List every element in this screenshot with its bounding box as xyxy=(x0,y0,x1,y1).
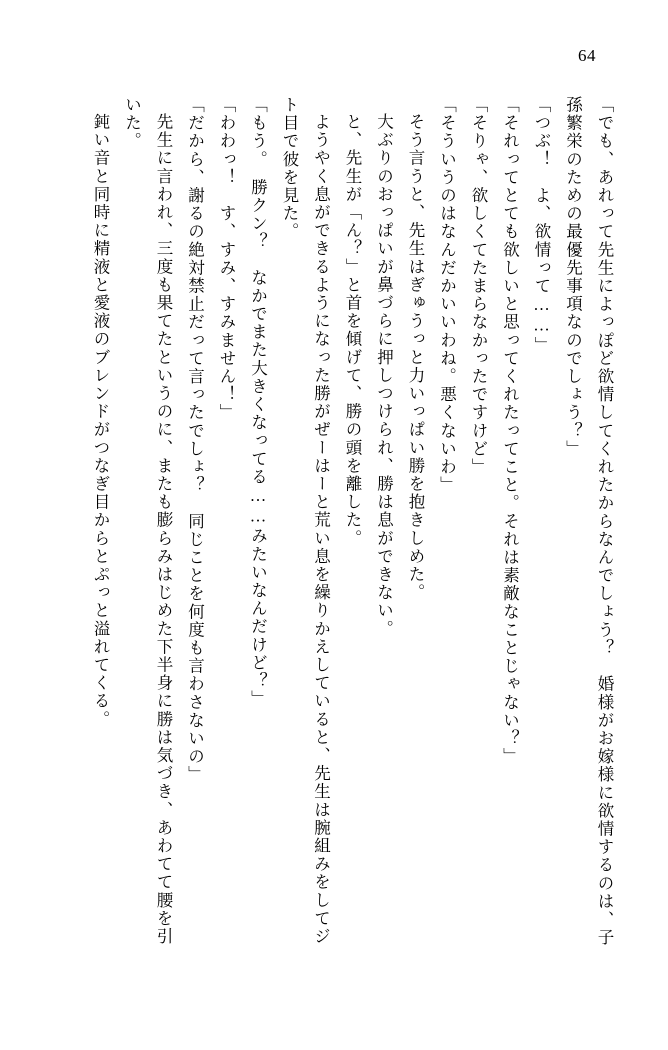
paragraph: 鈍い音と同時に精液と愛液のブレンドがつなぎ目からとぷっと溢れてくる。 xyxy=(91,112,110,728)
paragraph: そう言うと、先生はぎゅうっと力いっぱい勝を抱きしめた。 xyxy=(406,112,425,602)
page-number: 64 xyxy=(578,46,596,65)
paragraph: と、先生が「ん？」と首を傾げて、勝の頭を離した。 xyxy=(343,112,362,547)
paragraph: 「そういうのはなんだかいいわね。悪くないわ」 xyxy=(437,96,457,495)
paragraph: 「だから、謝るの絶対禁止だって言ったでしょ？ 同じことを何度も言わさないの」 xyxy=(185,96,205,784)
paragraph: 先生に言われ、三度も果てたというのに、またも膨らみはじめた下半身に勝は気づき、あわてて腰を引いた。 xyxy=(122,96,173,946)
paragraph: 「そりゃ、欲しくてたまらなかったですけど」 xyxy=(469,96,488,477)
paragraph: 大ぶりのおっぱいが鼻づらに押しつけられ、勝は息ができない。 xyxy=(374,112,394,638)
paragraph: ようやく息ができるようになった勝がぜーはーと荒い息を繰りかえしていると、先生は腕組みをしてジト目で彼を見た。 xyxy=(280,96,331,946)
body-text-vertical xyxy=(36,96,620,956)
paragraph: 「もう。 勝クン？ なかでまた大きくなってる……みたいなんだけど？」 xyxy=(248,96,268,709)
paragraph: 「わわっ！ す、すみ、すみません！」 xyxy=(217,96,236,422)
paragraph: 「でも、あれって先生によっぽど欲情してくれたからなんでしょう？ 婚様がお嫁様に欲情するのは、子孫繁栄のための最優先事項なのでしょう？」 xyxy=(563,96,614,947)
paragraph: 「それってとても欲しいと思ってくれたってこと。それは素敵なことじゃない？」 xyxy=(500,96,520,766)
paragraph: 「つぶ！ よ、欲情って……」 xyxy=(532,96,551,355)
